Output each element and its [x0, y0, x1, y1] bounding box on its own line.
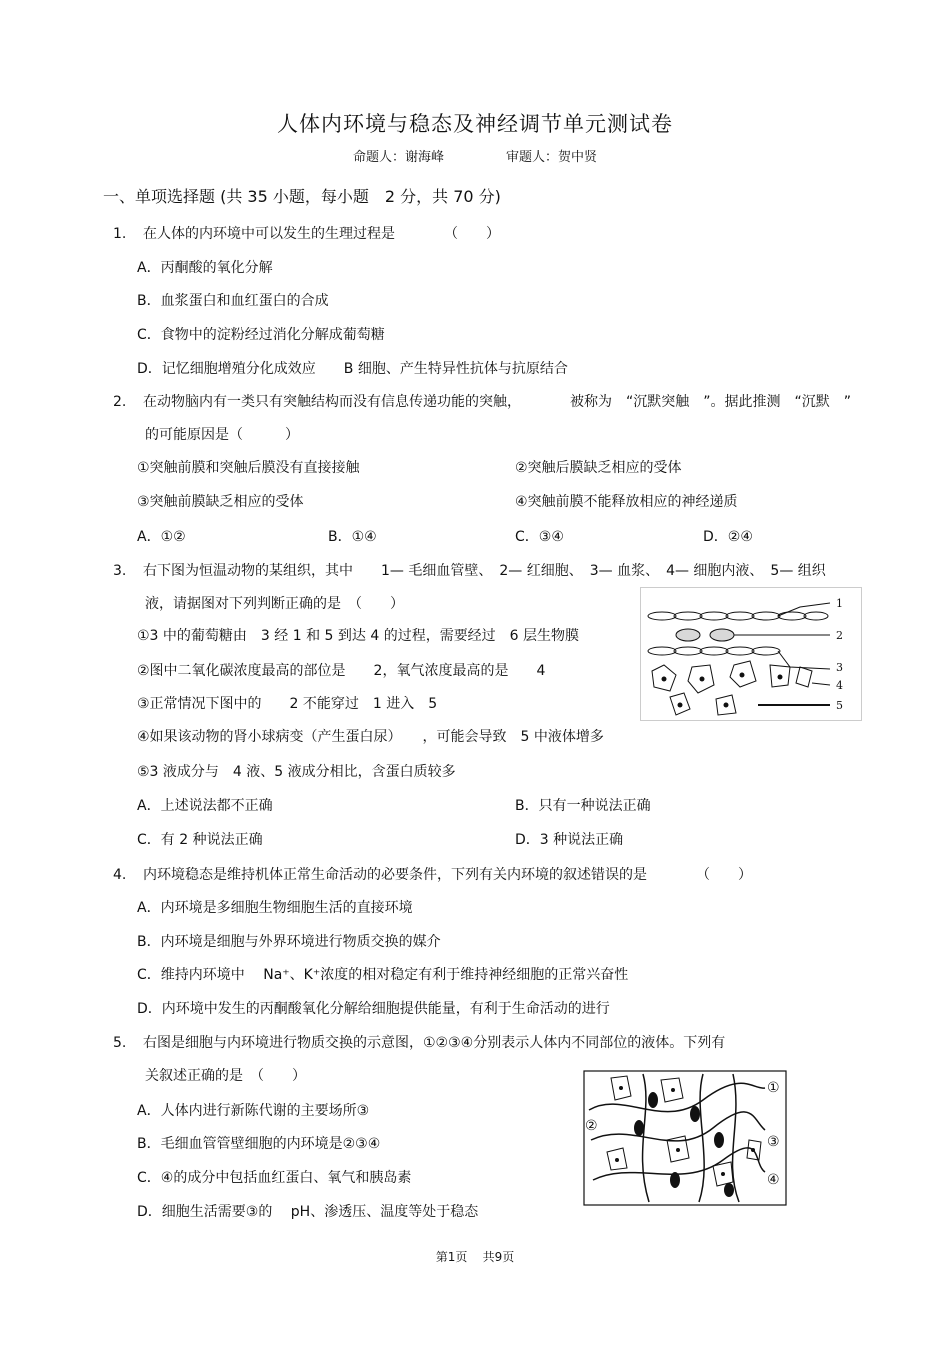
q3-item-1: ①3 中的葡萄糖由 3 经 1 和 5 到达 4 的过程，需要经过 6 层生物膜	[137, 628, 580, 644]
q4-option-a: A．内环境是多细胞生物细胞生活的直接环境	[137, 900, 413, 916]
q1-option-c: C．食物中的淀粉经过消化分解成葡萄糖	[137, 327, 385, 343]
page-title: 人体内环境与稳态及神经调节单元测试卷	[277, 112, 673, 136]
tissue-figure	[640, 587, 862, 721]
q3-option-c: C．有 2 种说法正确	[137, 832, 263, 848]
q4-option-b: B．内环境是细胞与外界环境进行物质交换的媒介	[137, 934, 441, 950]
q5-option-d: D．细胞生活需要③的 pH、渗透压、温度等处于稳态	[137, 1204, 479, 1220]
cell-label-4: ④	[767, 1172, 780, 1188]
q2-stem-line	[113, 392, 851, 412]
q2-option-a: A．①②	[137, 529, 186, 545]
q3-stem-line	[113, 561, 826, 581]
q4-stem: 内环境稳态是维持机体正常生命活动的必要条件，下列有关内环境的叙述错误的是 （ ）	[143, 867, 752, 883]
q3-item-4: ④如果该动物的肾小球病变（产生蛋白尿） ，可能会导致 5 中液体增多	[137, 729, 604, 745]
q5-stem: 右图是细胞与内环境进行物质交换的示意图，①②③④分别表示人体内不同部位的液体。下列有	[143, 1035, 726, 1051]
q5-option-b: B．毛细血管管壁细胞的内环境是②③④	[137, 1136, 381, 1152]
q2-item-3: ③突触前膜缺乏相应的受体	[137, 494, 304, 510]
q2-item-4: ④突触前膜不能释放相应的神经递质	[515, 494, 738, 510]
page-total: 共9页	[482, 1250, 515, 1264]
q2-number: 2.	[113, 394, 127, 410]
section-heading: 一、单项选择题 (共 35 小题，每小题 2 分，共 70 分)	[103, 187, 501, 206]
page-footer	[0, 1248, 950, 1265]
q4-stem-line	[113, 865, 752, 885]
q2-stem: 在动物脑内有一类只有突触结构而没有信息传递功能的突触， 被称为 “沉默突触 ”。据此推测 “沉默 ”	[143, 394, 852, 410]
q4-option-d: D．内环境中发生的丙酮酸氧化分解给细胞提供能量，有利于生命活动的进行	[137, 1001, 610, 1017]
reviewer: 审题人：贺中贤	[506, 150, 598, 165]
authors-line	[0, 146, 950, 165]
q2-option-c: C．③④	[515, 529, 564, 545]
q4-option-c: C．维持内环境中 Na⁺、K⁺浓度的相对稳定有利于维持神经细胞的正常兴奋性	[137, 967, 629, 983]
q5-stem-continued: 关叙述正确的是 （ ）	[145, 1068, 306, 1084]
q1-number: 1.	[113, 226, 127, 242]
tissue-label-1: 1	[836, 597, 843, 610]
tissue-label-2: 2	[836, 629, 843, 642]
q3-item-5: ⑤3 液成分与 4 液、5 液成分相比，含蛋白质较多	[137, 764, 456, 780]
page-number: 第1页	[435, 1250, 468, 1264]
q2-item-2: ②突触后膜缺乏相应的受体	[515, 460, 682, 476]
q2-option-b: B．①④	[328, 529, 377, 545]
q1-option-d: D．记忆细胞增殖分化成效应 B 细胞、产生特异性抗体与抗原结合	[137, 361, 568, 377]
cell-label-3: ③	[767, 1134, 780, 1150]
q3-stem: 右下图为恒温动物的某组织，其中 1— 毛细血管壁、 2— 红细胞、 3— 血浆、 4— 细胞内液、 5— 组织	[143, 563, 826, 579]
q3-option-d: D．3 种说法正确	[515, 832, 624, 848]
q2-stem-continued: 的可能原因是（ ）	[145, 427, 299, 443]
q1-stem: 在人体的内环境中可以发生的生理过程是 （ ）	[143, 226, 500, 242]
q3-item-2: ②图中二氧化碳浓度最高的部位是 2，氧气浓度最高的是 4	[137, 663, 546, 679]
q4-number: 4.	[113, 867, 127, 883]
cell-label-2: ②	[585, 1118, 598, 1134]
q5-option-c: C．④的成分中包括血红蛋白、氧气和胰岛素	[137, 1170, 412, 1186]
tissue-label-4: 4	[836, 679, 843, 692]
tissue-label-5: 5	[836, 699, 843, 712]
q3-option-b: B．只有一种说法正确	[515, 798, 651, 814]
q3-option-a: A．上述说法都不正确	[137, 798, 273, 814]
q3-number: 3.	[113, 563, 127, 579]
q1-stem-line	[113, 224, 500, 244]
q5-stem-line	[113, 1033, 725, 1053]
q1-option-a: A．丙酮酸的氧化分解	[137, 260, 273, 276]
q3-stem-continued: 液，请据图对下列判断正确的是 （ ）	[145, 596, 404, 612]
cell-label-1: ①	[767, 1080, 780, 1096]
q2-item-1: ①突触前膜和突触后膜没有直接接触	[137, 460, 360, 476]
q5-option-a: A．人体内进行新陈代谢的主要场所③	[137, 1103, 370, 1119]
q3-item-3: ③正常情况下图中的 2 不能穿过 1 进入 5	[137, 696, 438, 712]
q5-number: 5.	[113, 1035, 127, 1051]
cell-exchange-figure	[583, 1070, 787, 1206]
setter: 命题人：谢海峰	[352, 150, 444, 165]
q2-option-d: D．②④	[703, 529, 753, 545]
q1-option-b: B．血浆蛋白和血红蛋白的合成	[137, 293, 329, 309]
tissue-label-3: 3	[836, 661, 843, 674]
